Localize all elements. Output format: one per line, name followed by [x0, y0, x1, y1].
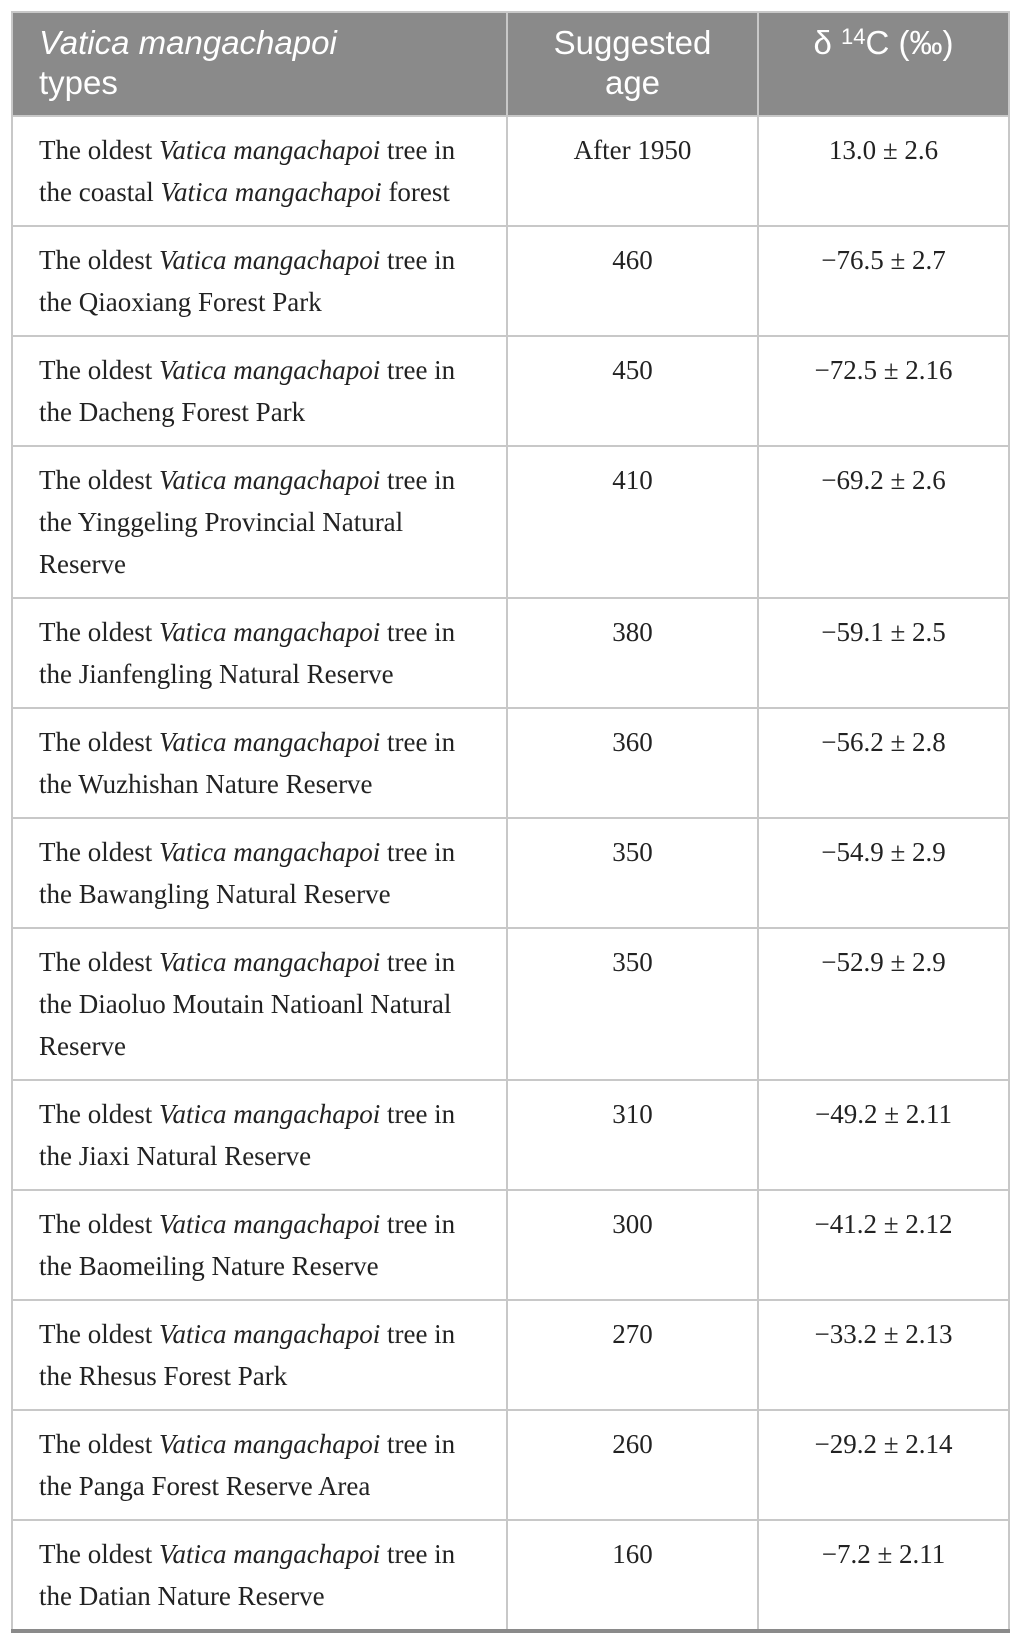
table-row	[12, 928, 1009, 1080]
species-name: Vatica mangachapoi	[158, 355, 381, 385]
type-prefix: The oldest	[39, 1429, 159, 1459]
age-cell: 410	[507, 446, 758, 598]
type-prefix: The oldest	[39, 1319, 159, 1349]
species-name: Vatica mangachapoi	[158, 1209, 381, 1239]
type-location: tree in the Yinggeling Provincial Natural Reserve	[39, 465, 456, 579]
header-types	[12, 12, 507, 116]
delta-cell: −52.9 ± 2.9	[758, 928, 1009, 1080]
type-cell	[12, 818, 507, 928]
type-prefix: The oldest	[39, 245, 159, 275]
age-cell: 160	[507, 1520, 758, 1631]
table-row	[12, 446, 1009, 598]
type-cell	[12, 336, 507, 446]
type-location: tree in the Jiaxi Natural Reserve	[39, 1099, 456, 1171]
table-row	[12, 1410, 1009, 1520]
age-cell: 310	[507, 1080, 758, 1190]
type-cell	[12, 1190, 507, 1300]
type-location: tree in the Wuzhishan Nature Reserve	[39, 727, 456, 799]
age-cell: 350	[507, 818, 758, 928]
type-prefix: The oldest	[39, 617, 159, 647]
header-species: Vatica mangachapoi	[39, 24, 337, 61]
delta-cell: −72.5 ± 2.16	[758, 336, 1009, 446]
type-cell	[12, 1410, 507, 1520]
type-prefix: The oldest	[39, 1099, 159, 1129]
age-cell: 450	[507, 336, 758, 446]
species-name: Vatica mangachapoi	[158, 245, 381, 275]
delta-cell: −56.2 ± 2.8	[758, 708, 1009, 818]
species-name: Vatica mangachapoi	[158, 1319, 381, 1349]
age-cell: 380	[507, 598, 758, 708]
table-row	[12, 1300, 1009, 1410]
table-body	[12, 116, 1009, 1631]
species-name: Vatica mangachapoi	[158, 727, 381, 757]
age-cell: 300	[507, 1190, 758, 1300]
delta-cell: −76.5 ± 2.7	[758, 226, 1009, 336]
table-row	[12, 1080, 1009, 1190]
delta-cell: −59.1 ± 2.5	[758, 598, 1009, 708]
type-prefix: The oldest	[39, 727, 159, 757]
type-prefix: The oldest	[39, 837, 159, 867]
type-location: tree in the Baomeiling Nature Reserve	[39, 1209, 456, 1281]
table-row	[12, 226, 1009, 336]
species-name: Vatica mangachapoi	[158, 1429, 381, 1459]
header-delta-pre: δ	[813, 24, 842, 61]
type-prefix: The oldest	[39, 1539, 159, 1569]
type-prefix: The oldest	[39, 355, 159, 385]
table-container	[11, 11, 1008, 1633]
species-name: Vatica mangachapoi	[158, 135, 381, 165]
species-name: Vatica mangachapoi	[158, 465, 381, 495]
species-name: Vatica mangachapoi	[158, 837, 381, 867]
species-name: Vatica mangachapoi	[158, 1099, 381, 1129]
table-row	[12, 708, 1009, 818]
age-cell: 270	[507, 1300, 758, 1410]
type-location: tree in the Datian Nature Reserve	[39, 1539, 456, 1611]
age-cell: After 1950	[507, 116, 758, 226]
table-row	[12, 818, 1009, 928]
delta-cell: −69.2 ± 2.6	[758, 446, 1009, 598]
table-row	[12, 598, 1009, 708]
table-row	[12, 1520, 1009, 1631]
age-cell: 460	[507, 226, 758, 336]
table-row	[12, 336, 1009, 446]
type-prefix: The oldest	[39, 135, 159, 165]
age-cell: 350	[507, 928, 758, 1080]
delta-cell: −29.2 ± 2.14	[758, 1410, 1009, 1520]
type-location: tree in the coastal	[39, 135, 456, 207]
delta-cell: 13.0 ± 2.6	[758, 116, 1009, 226]
type-cell	[12, 1300, 507, 1410]
delta-cell: −33.2 ± 2.13	[758, 1300, 1009, 1410]
type-cell	[12, 1080, 507, 1190]
species-name: Vatica mangachapoi	[160, 177, 382, 207]
table-header	[12, 12, 1009, 116]
type-location: tree in the Rhesus Forest Park	[39, 1319, 456, 1391]
type-prefix: The oldest	[39, 947, 159, 977]
header-delta-post: C (‰)	[865, 24, 954, 61]
type-location: tree in the Jianfengling Natural Reserve	[39, 617, 456, 689]
species-name: Vatica mangachapoi	[158, 947, 381, 977]
header-delta	[758, 12, 1009, 116]
header-row	[12, 12, 1009, 116]
species-name: Vatica mangachapoi	[158, 1539, 381, 1569]
type-location: tree in the Panga Forest Reserve Area	[39, 1429, 456, 1501]
species-name: Vatica mangachapoi	[158, 617, 381, 647]
type-cell	[12, 1520, 507, 1631]
type-cell	[12, 446, 507, 598]
header-age	[507, 12, 758, 116]
header-types-label: types	[39, 64, 118, 101]
header-age-line1: Suggested	[553, 24, 712, 61]
delta-cell: −49.2 ± 2.11	[758, 1080, 1009, 1190]
delta-cell: −7.2 ± 2.11	[758, 1520, 1009, 1631]
age-cell: 360	[507, 708, 758, 818]
type-cell	[12, 598, 507, 708]
age-cell: 260	[507, 1410, 758, 1520]
age-data-table	[11, 11, 1010, 1633]
table-row	[12, 116, 1009, 226]
type-suffix: forest	[381, 177, 450, 207]
type-cell	[12, 928, 507, 1080]
type-location: tree in the Dacheng Forest Park	[39, 355, 456, 427]
header-delta-sup: 14	[841, 24, 866, 49]
header-age-line2: age	[604, 64, 661, 101]
type-location: tree in the Diaoluo Moutain Natioanl Natural Reserve	[39, 947, 456, 1061]
type-prefix: The oldest	[39, 465, 159, 495]
delta-cell: −54.9 ± 2.9	[758, 818, 1009, 928]
type-location: tree in the Qiaoxiang Forest Park	[39, 245, 456, 317]
type-cell	[12, 226, 507, 336]
type-prefix: The oldest	[39, 1209, 159, 1239]
delta-cell: −41.2 ± 2.12	[758, 1190, 1009, 1300]
type-cell	[12, 116, 507, 226]
table-row	[12, 1190, 1009, 1300]
type-cell	[12, 708, 507, 818]
type-location: tree in the Bawangling Natural Reserve	[39, 837, 456, 909]
